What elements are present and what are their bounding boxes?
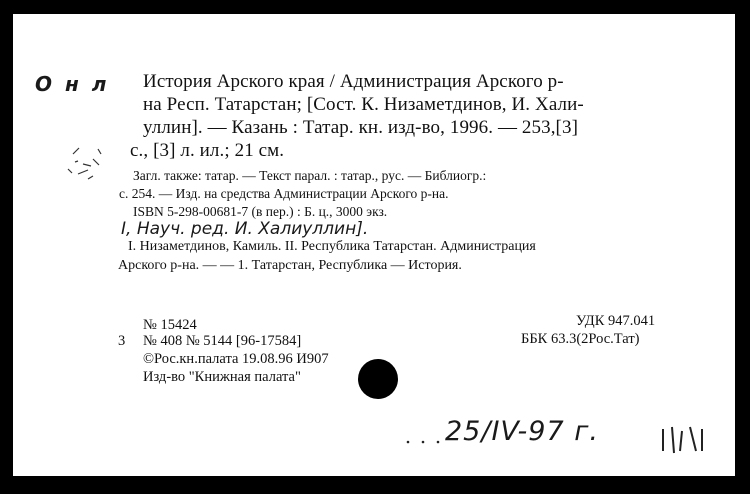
dotted-trail [403, 432, 463, 452]
call-number-mark: О н л [35, 72, 110, 96]
title-line-3: уллин]. — Казань : Татар. кн. изд-во, 1996. — 253,[3] [143, 117, 579, 138]
title-line-1: История Арского края / Администрация Арского р- [143, 71, 564, 92]
notes-line-2: с. 254. — Изд. на средства Администрации Арского р-на. [119, 186, 449, 201]
udk-code: УДК 947.041 [576, 313, 656, 329]
order-line: № 408 № 5144 [96-17584] [143, 333, 302, 349]
handwritten-editor-note: I, Науч. ред. И. Халиуллин]. [121, 219, 369, 239]
publisher-line: Изд-во "Книжная палата" [143, 369, 301, 385]
tracing-line-2: Арского р-на. — — 1. Татарстан, Республика — История. [118, 258, 462, 273]
chamber-line: ©Рос.кн.палата 19.08.96 И907 [143, 351, 329, 367]
notes-line-1: Загл. также: татар. — Текст парал. : татар., рус. — Библиогр.: [133, 168, 487, 183]
catalog-card [13, 14, 735, 476]
punch-hole [358, 359, 398, 399]
notes-line-3: ISBN 5-298-00681-7 (в пер.) : Б. ц., 3000 экз. [133, 204, 388, 219]
title-line-4: с., [3] л. ил.; 21 см. [130, 140, 285, 161]
title-line-2: на Респ. Татарстан; [Сост. К. Низаметдинов, И. Хали- [143, 94, 584, 115]
bbk-code: ББК 63.3(2Рос.Тат) [521, 331, 640, 347]
handwritten-date: 25/IV-97 г. [445, 416, 599, 447]
pencil-marks [53, 134, 153, 204]
order-prefix: 3 [118, 333, 126, 349]
record-number: № 15424 [143, 317, 197, 333]
tracing-line-1: I. Низаметдинов, Камиль. II. Республика Татарстан. Администрация [128, 239, 536, 254]
stamp-marks [658, 419, 718, 459]
